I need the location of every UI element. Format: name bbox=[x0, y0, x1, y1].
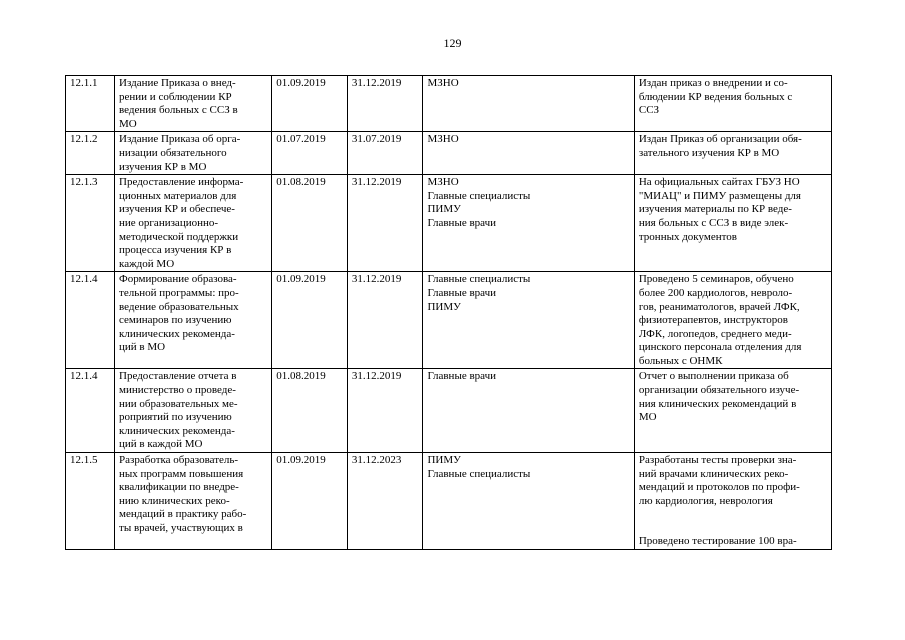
result-description-line: мендаций и протоколов по профи- bbox=[638, 481, 800, 494]
result-description-line: ний врачами клинических реко- bbox=[638, 467, 789, 480]
executors bbox=[423, 76, 634, 132]
executors-line: Главные специалисты bbox=[427, 273, 531, 286]
start-date: 01.09.2019 bbox=[272, 76, 348, 132]
executors-line: МЗНО bbox=[427, 77, 459, 89]
result-description-line: ЛФК, логопедов, среднего меди- bbox=[638, 327, 792, 340]
event-description-line: каждой МО bbox=[119, 257, 175, 270]
start-date: 01.07.2019 bbox=[272, 132, 348, 175]
result-description-line: "МИАЦ" и ПИМУ размещены для bbox=[638, 189, 801, 202]
event-description-line: низации обязательного bbox=[119, 146, 227, 159]
event-description-line: методической поддержки bbox=[119, 230, 239, 243]
executors bbox=[423, 272, 634, 369]
event-description-line: нии образовательных ме- bbox=[119, 397, 238, 410]
result-description-line: цинского персонала отделения для bbox=[638, 341, 802, 354]
executors-line: Главные врачи bbox=[427, 370, 497, 383]
executors-line: Главные специалисты bbox=[427, 189, 531, 202]
result-description-line: тронных документов bbox=[638, 230, 737, 243]
table-row bbox=[66, 175, 832, 272]
executors-line: ПИМУ bbox=[427, 300, 461, 313]
executors-line: Главные врачи bbox=[427, 286, 497, 299]
table-row bbox=[66, 132, 832, 175]
table-row bbox=[66, 369, 832, 453]
event-description-line: клинических рекоменда- bbox=[119, 424, 235, 437]
event-description bbox=[115, 175, 272, 272]
event-description-line: министерство о проведе- bbox=[119, 384, 236, 397]
result-description-line: зательного изучения КР в МО bbox=[638, 146, 780, 159]
result-description-line: Издан приказ о внедрении и со- bbox=[638, 77, 788, 89]
event-description bbox=[115, 76, 272, 132]
result-description-line: Отчет о выполнении приказа об bbox=[638, 370, 789, 383]
result-description bbox=[634, 453, 831, 550]
event-description-line: нию клинических реко- bbox=[119, 494, 230, 507]
event-description-line: ных программ повышения bbox=[119, 467, 244, 480]
item-number: 12.1.4 bbox=[66, 369, 115, 453]
event-description bbox=[115, 132, 272, 175]
result-description bbox=[634, 272, 831, 369]
item-number: 12.1.4 bbox=[66, 272, 115, 369]
event-description bbox=[115, 272, 272, 369]
end-date: 31.07.2019 bbox=[347, 132, 423, 175]
result-description-line: лю кардиология, неврология bbox=[638, 494, 773, 507]
event-description-line: тельной программы: про- bbox=[119, 286, 239, 299]
event-description-line: Издание Приказа о внед- bbox=[119, 77, 236, 89]
event-description-line: квалификации по внедре- bbox=[119, 481, 239, 494]
executors-line: МЗНО bbox=[427, 176, 459, 189]
executors bbox=[423, 175, 634, 272]
result-description-line: больных с ОНМК bbox=[638, 354, 723, 367]
event-description-line: Предоставление информа- bbox=[119, 176, 244, 189]
result-description-line: Проведено 5 семинаров, обучено bbox=[638, 273, 794, 286]
result-description-line: организации обязательного изуче- bbox=[638, 384, 800, 397]
event-description-line: ведения больных с ССЗ в bbox=[119, 104, 238, 117]
result-description-line: Проведено тестирование 100 вра- bbox=[638, 535, 797, 548]
result-description-line: блюдении КР ведения больных с bbox=[638, 90, 793, 103]
result-description-line: Издан Приказ об организации обя- bbox=[638, 133, 802, 146]
event-description-line: ционных материалов для bbox=[119, 189, 237, 202]
start-date: 01.09.2019 bbox=[272, 272, 348, 369]
result-description-line: МО bbox=[638, 411, 657, 424]
table-row bbox=[66, 272, 832, 369]
event-description bbox=[115, 369, 272, 453]
start-date: 01.08.2019 bbox=[272, 369, 348, 453]
result-gap bbox=[639, 508, 827, 535]
event-description-line: Издание Приказа об орга- bbox=[119, 133, 241, 146]
event-description-line: мендаций в практику рабо- bbox=[119, 508, 247, 521]
event-description-line: Разработка образователь- bbox=[119, 454, 239, 467]
result-description-line: гов, реаниматологов, врачей ЛФК, bbox=[638, 300, 800, 313]
event-description-line: роприятий по изучению bbox=[119, 411, 232, 424]
page-number: 129 bbox=[443, 36, 462, 50]
executors-line: ПИМУ bbox=[427, 203, 461, 216]
event-description-line: ведение образовательных bbox=[119, 300, 239, 313]
event-description-line: клинических рекоменда- bbox=[119, 327, 235, 340]
executors-line: Главные специалисты bbox=[427, 467, 531, 480]
result-description-line: ния больных с ССЗ в виде элек- bbox=[638, 216, 789, 229]
result-description bbox=[634, 369, 831, 453]
event-description-line: семинаров по изучению bbox=[119, 314, 232, 327]
executors-line: ПИМУ bbox=[427, 454, 461, 467]
executors bbox=[423, 132, 634, 175]
item-number: 12.1.5 bbox=[66, 453, 115, 550]
event-description-line: Предоставление отчета в bbox=[119, 370, 237, 383]
event-description-line: ций в каждой МО bbox=[119, 438, 203, 451]
event-description-line: Формирование образова- bbox=[119, 273, 237, 286]
executors bbox=[423, 453, 634, 550]
event-description bbox=[115, 453, 272, 550]
item-number: 12.1.3 bbox=[66, 175, 115, 272]
event-description-line: процесса изучения КР в bbox=[119, 244, 232, 257]
result-description-line: Разработаны тесты проверки зна- bbox=[638, 454, 797, 467]
event-description-line: рении и соблюдении КР bbox=[119, 90, 232, 103]
executors-line: Главные врачи bbox=[427, 216, 497, 229]
event-description-line: ций в МО bbox=[119, 341, 166, 354]
result-description-line: ССЗ bbox=[638, 104, 660, 117]
event-description-line: изучения КР и обеспече- bbox=[119, 203, 235, 216]
executors-line: МЗНО bbox=[427, 133, 459, 146]
start-date: 01.09.2019 bbox=[272, 453, 348, 550]
event-description-line: изучения КР в МО bbox=[119, 160, 207, 173]
result-description bbox=[634, 132, 831, 175]
result-description bbox=[634, 175, 831, 272]
item-number: 12.1.1 bbox=[66, 76, 115, 132]
table-row bbox=[66, 453, 832, 550]
result-description-line: ния клинических рекомендаций в bbox=[638, 397, 797, 410]
item-number: 12.1.2 bbox=[66, 132, 115, 175]
result-description-line: физиотерапевтов, инструкторов bbox=[638, 314, 788, 327]
event-description-line: МО bbox=[119, 117, 137, 130]
result-description-line: изучения материалы по КР веде- bbox=[638, 203, 792, 216]
result-description-line: более 200 кардиологов, невроло- bbox=[638, 286, 793, 299]
start-date: 01.08.2019 bbox=[272, 175, 348, 272]
end-date: 31.12.2019 bbox=[347, 369, 423, 453]
end-date: 31.12.2019 bbox=[347, 272, 423, 369]
end-date: 31.12.2019 bbox=[347, 175, 423, 272]
table-row bbox=[66, 76, 832, 132]
end-date: 31.12.2023 bbox=[347, 453, 423, 550]
result-description-line: На официальных сайтах ГБУЗ НО bbox=[638, 176, 800, 189]
event-description-line: ние организационно- bbox=[119, 216, 219, 229]
event-description-line: ты врачей, участвующих в bbox=[119, 522, 243, 534]
activity-table bbox=[65, 75, 832, 550]
executors bbox=[423, 369, 634, 453]
end-date: 31.12.2019 bbox=[347, 76, 423, 132]
activity-table-body bbox=[66, 76, 832, 550]
result-description bbox=[634, 76, 831, 132]
